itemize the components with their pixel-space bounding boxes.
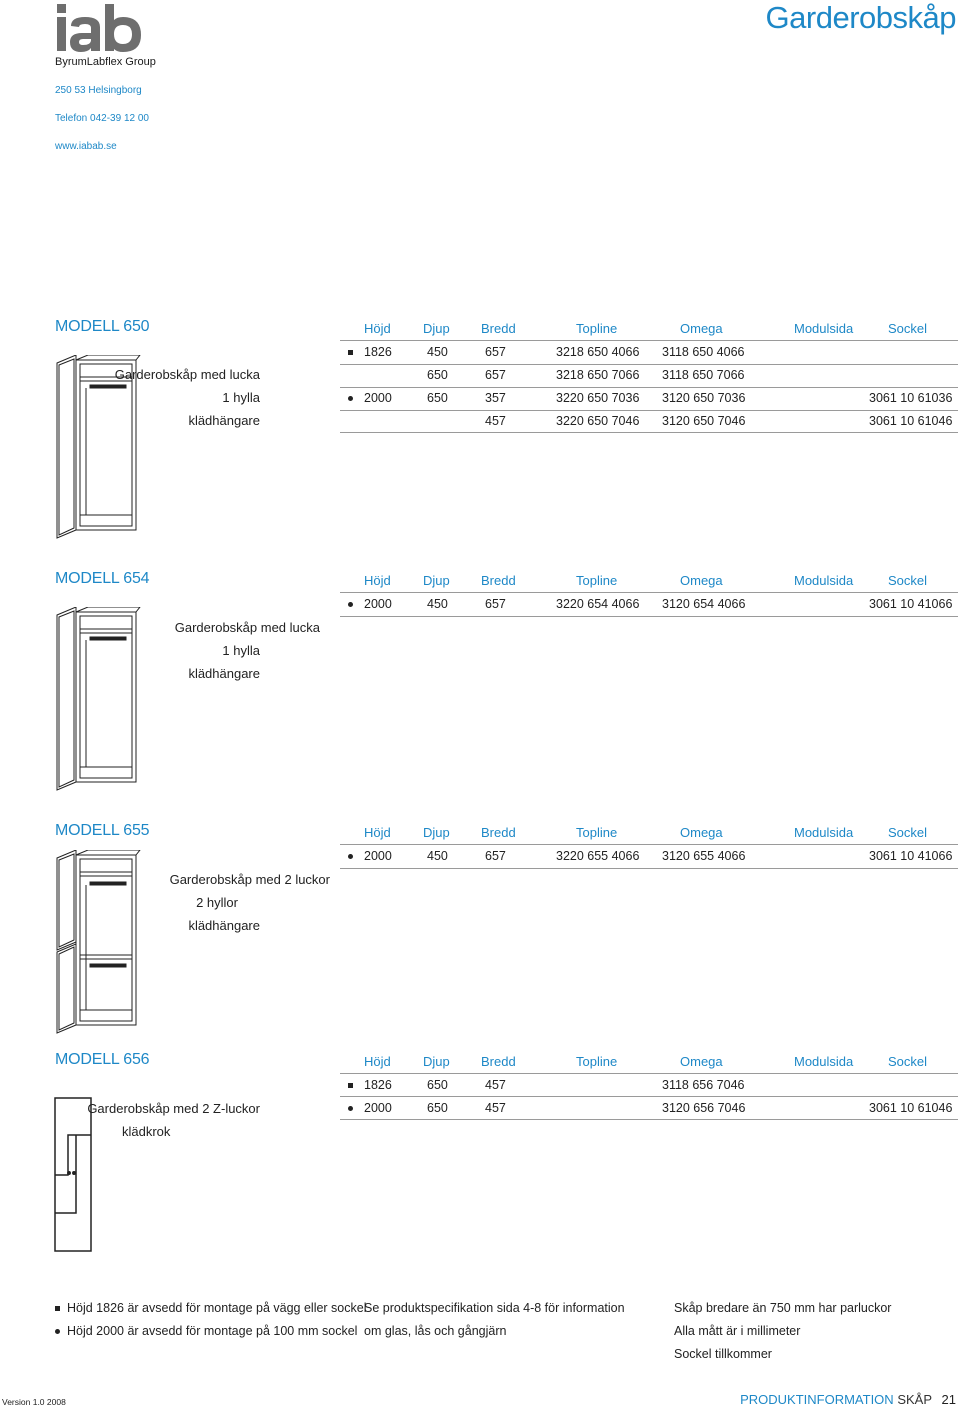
model-title: MODELL 654 <box>55 570 150 587</box>
col-hojd: Höjd <box>364 825 391 840</box>
divider <box>340 1096 958 1097</box>
cell-omega: 3118 650 4066 <box>662 345 745 359</box>
model-desc-line: Garderobskåp med lucka <box>114 367 260 382</box>
col-omega: Omega <box>680 321 723 336</box>
col-omega: Omega <box>680 573 723 588</box>
dot-bullet-icon <box>348 854 353 859</box>
col-bredd: Bredd <box>481 573 516 588</box>
note-text: Höjd 2000 är avsedd för montage på 100 mm sockel <box>67 1324 358 1338</box>
col-modulsida: Modulsida <box>794 1054 854 1069</box>
cell-bredd: 457 <box>485 414 506 428</box>
cell-omega: 3120 650 7036 <box>662 391 746 405</box>
divider <box>340 844 958 845</box>
model-desc-line: klädkrok <box>122 1124 171 1139</box>
cell-bredd: 657 <box>485 345 506 359</box>
cell-hojd: 1826 <box>364 1078 392 1092</box>
col-topline: Topline <box>576 825 618 840</box>
divider <box>340 868 958 869</box>
square-bullet-icon <box>348 1083 353 1088</box>
col-djup: Djup <box>423 825 450 840</box>
model-desc-line: 2 hyllor <box>196 895 238 910</box>
cell-bredd: 457 <box>485 1101 506 1115</box>
dot-bullet-icon <box>348 602 353 607</box>
cell-djup: 650 <box>427 1078 448 1092</box>
footer-subsection-label: SKÅP <box>897 1392 932 1407</box>
cabinet-650-illustration <box>52 355 142 540</box>
cell-topline: 3220 650 7036 <box>556 391 640 405</box>
cell-hojd: 1826 <box>364 345 392 359</box>
cell-topline: 3220 654 4066 <box>556 597 640 611</box>
note-text: Se produktspecifikation sida 4-8 för information <box>364 1301 625 1315</box>
model-desc-line: klädhängare <box>188 413 260 428</box>
divider <box>340 1119 958 1120</box>
model-desc-line: Garderobskåp med 2 Z-luckor <box>87 1101 260 1116</box>
cell-topline: 3218 650 4066 <box>556 345 640 359</box>
divider <box>340 1073 958 1074</box>
col-topline: Topline <box>576 1054 618 1069</box>
cell-sockel: 3061 10 41066 <box>869 849 953 863</box>
col-modulsida: Modulsida <box>794 573 854 588</box>
model-desc-line: 1 hylla <box>222 643 260 658</box>
note-text: Skåp bredare än 750 mm har parluckor <box>674 1301 892 1315</box>
cell-sockel: 3061 10 41066 <box>869 597 953 611</box>
website-link[interactable]: www.iabab.se <box>55 141 117 152</box>
square-bullet-icon <box>55 1306 60 1311</box>
col-djup: Djup <box>423 573 450 588</box>
model-title: MODELL 650 <box>55 318 150 335</box>
cell-omega: 3118 656 7046 <box>662 1078 745 1092</box>
version-label: Version 1.0 2008 <box>2 1397 66 1407</box>
cabinet-656-illustration <box>54 1097 94 1253</box>
model-desc-line: Garderobskåp med 2 luckor <box>169 872 330 887</box>
col-modulsida: Modulsida <box>794 321 854 336</box>
page-number: 21 <box>941 1392 956 1407</box>
cell-bredd: 657 <box>485 597 506 611</box>
model-desc-line: 1 hylla <box>222 390 260 405</box>
col-bredd: Bredd <box>481 321 516 336</box>
col-sockel: Sockel <box>888 1054 928 1069</box>
col-topline: Topline <box>576 321 618 336</box>
cell-hojd: 2000 <box>364 1101 392 1115</box>
note-text: Höjd 1826 är avsedd för montage på vägg eller sockel <box>67 1301 367 1315</box>
cell-omega: 3120 650 7046 <box>662 414 746 428</box>
dot-bullet-icon <box>348 396 353 401</box>
cell-topline: 3220 650 7046 <box>556 414 640 428</box>
company-name: ByrumLabflex Group <box>55 56 156 68</box>
note-text: Alla mått är i millimeter <box>674 1324 801 1338</box>
col-topline: Topline <box>576 573 618 588</box>
col-djup: Djup <box>423 1054 450 1069</box>
address: 250 53 Helsingborg <box>55 85 142 96</box>
col-omega: Omega <box>680 825 723 840</box>
divider <box>340 432 958 433</box>
col-bredd: Bredd <box>481 1054 516 1069</box>
note-text: Sockel tillkommer <box>674 1347 772 1361</box>
footer-section <box>740 1392 932 1407</box>
divider <box>340 364 958 365</box>
cell-hojd: 2000 <box>364 597 392 611</box>
cell-bredd: 657 <box>485 849 506 863</box>
cabinet-654-illustration <box>52 607 142 792</box>
note-text: om glas, lås och gångjärn <box>364 1324 507 1338</box>
cell-sockel: 3061 10 61046 <box>869 1101 953 1115</box>
iab-logo <box>55 4 143 54</box>
model-title: MODELL 656 <box>55 1051 150 1068</box>
cell-hojd: 2000 <box>364 849 392 863</box>
col-sockel: Sockel <box>888 321 928 336</box>
col-sockel: Sockel <box>888 825 928 840</box>
cell-djup: 450 <box>427 849 448 863</box>
col-hojd: Höjd <box>364 573 391 588</box>
cell-hojd: 2000 <box>364 391 392 405</box>
col-omega: Omega <box>680 1054 723 1069</box>
cell-sockel: 3061 10 61046 <box>869 414 953 428</box>
phone: Telefon 042-39 12 00 <box>55 113 149 124</box>
cell-djup: 450 <box>427 345 448 359</box>
model-title: MODELL 655 <box>55 822 150 839</box>
cell-topline: 3218 650 7066 <box>556 368 640 382</box>
cell-sockel: 3061 10 61036 <box>869 391 953 405</box>
cell-djup: 650 <box>427 368 448 382</box>
cell-omega: 3118 650 7066 <box>662 368 745 382</box>
cabinet-655-illustration <box>52 850 142 1035</box>
model-desc-line: klädhängare <box>188 918 260 933</box>
cell-omega: 3120 655 4066 <box>662 849 746 863</box>
page-title: Garderobskåp <box>765 0 956 35</box>
divider <box>340 340 958 341</box>
col-hojd: Höjd <box>364 321 391 336</box>
model-desc-line: klädhängare <box>188 666 260 681</box>
cell-bredd: 457 <box>485 1078 506 1092</box>
dot-bullet-icon <box>348 1106 353 1111</box>
col-bredd: Bredd <box>481 825 516 840</box>
cell-topline: 3220 655 4066 <box>556 849 640 863</box>
divider <box>340 387 958 388</box>
divider <box>340 616 958 617</box>
col-modulsida: Modulsida <box>794 825 854 840</box>
cell-djup: 650 <box>427 391 448 405</box>
cell-omega: 3120 654 4066 <box>662 597 746 611</box>
cell-bredd: 657 <box>485 368 506 382</box>
col-sockel: Sockel <box>888 573 928 588</box>
cell-bredd: 357 <box>485 391 506 405</box>
cell-djup: 450 <box>427 597 448 611</box>
divider <box>340 592 958 593</box>
dot-bullet-icon <box>55 1329 60 1334</box>
footer-section-label: PRODUKTINFORMATION <box>740 1392 894 1407</box>
model-desc-line: Garderobskåp med lucka <box>174 620 320 635</box>
cell-omega: 3120 656 7046 <box>662 1101 746 1115</box>
cell-djup: 650 <box>427 1101 448 1115</box>
divider <box>340 410 958 411</box>
square-bullet-icon <box>348 350 353 355</box>
col-djup: Djup <box>423 321 450 336</box>
col-hojd: Höjd <box>364 1054 391 1069</box>
